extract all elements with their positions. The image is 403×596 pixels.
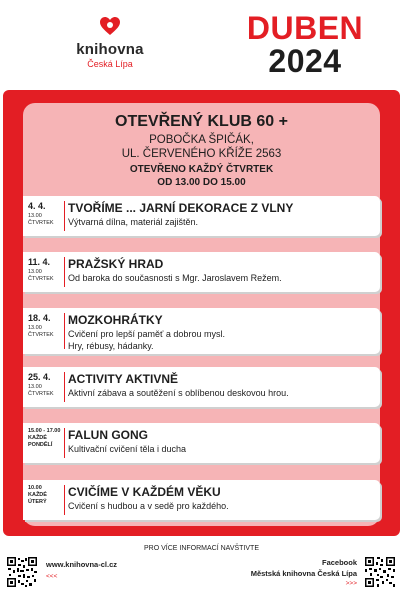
qr-code-facebook[interactable] — [364, 556, 396, 588]
event-day: 4. 4. — [28, 201, 46, 211]
event-description: Od baroka do současnosti s Mgr. Jaroslavem Režem. — [68, 273, 282, 283]
event-weekday: ČTVRTEK — [28, 332, 54, 338]
club-hours: OD 13.00 DO 15.00 — [157, 177, 246, 188]
event-card[interactable] — [23, 196, 380, 236]
month-heading — [230, 12, 380, 78]
facebook-label[interactable]: Facebook — [321, 558, 357, 567]
event-title: ACTIVITY AKTIVNĚ — [68, 372, 179, 386]
facebook-page-name: Městská knihovna Česká Lípa — [250, 569, 357, 578]
event-date — [28, 428, 62, 449]
event-card[interactable] — [23, 308, 380, 354]
club-info — [23, 112, 380, 189]
club-address: UL. ČERVENÉHO KŘÍŽE 2563 — [121, 148, 282, 160]
event-title: CVIČÍME V KAŽDÉM VĚKU — [68, 485, 221, 499]
event-weekday: ČTVRTEK — [28, 220, 54, 226]
event-time: 13.00 — [28, 384, 42, 390]
event-description: Cvičení pro lepší paměť a dobrou mysl. — [68, 329, 225, 339]
event-title: MOZKOHRÁTKY — [68, 313, 163, 327]
event-day: 25. 4. — [28, 372, 51, 382]
event-date — [28, 485, 62, 506]
event-date — [28, 372, 62, 398]
event-time: 10.00 — [28, 485, 42, 491]
qr-code-icon — [6, 556, 38, 588]
qr-code-icon — [364, 556, 396, 588]
more-info-text: PRO VÍCE INFORMACÍ NAVŠTIVTE — [144, 545, 259, 552]
event-title: PRAŽSKÝ HRAD — [68, 257, 164, 271]
event-divider — [64, 372, 65, 402]
event-card[interactable] — [23, 367, 380, 407]
logo-subtitle: Česká Lípa — [87, 59, 133, 69]
event-weekday: ÚTERÝ — [28, 499, 47, 505]
event-date — [28, 313, 62, 339]
facebook-block — [251, 558, 357, 587]
heart-logo-icon — [98, 14, 122, 38]
qr-code-website[interactable] — [6, 556, 38, 588]
event-divider — [64, 201, 65, 231]
website-block — [46, 560, 117, 580]
library-logo[interactable] — [60, 14, 160, 76]
event-description-2: Hry, rébusy, hádanky. — [68, 341, 154, 351]
event-divider — [64, 313, 65, 349]
event-divider — [64, 428, 65, 458]
event-card[interactable] — [23, 480, 380, 520]
event-title: FALUN GONG — [68, 428, 148, 442]
event-card[interactable] — [23, 252, 380, 292]
event-description: Kultivační cvičení těla i ducha — [68, 444, 187, 454]
event-divider — [64, 257, 65, 287]
event-description: Aktivní zábava a soutěžení s oblíbenou deskovou hrou. — [68, 388, 289, 398]
event-day: 11. 4. — [28, 257, 51, 267]
club-branch: POBOČKA ŠPIČÁK, — [149, 134, 254, 146]
event-description: Výtvarná dílna, materiál zajištěn. — [68, 217, 199, 227]
event-time: 13.00 — [28, 325, 42, 331]
event-weekday: PONDĚLÍ — [28, 442, 53, 448]
left-arrows: <<< — [46, 573, 58, 580]
month-name: DUBEN — [246, 10, 364, 46]
event-description: Cvičení s hudbou a v sedě pro každého. — [68, 501, 229, 511]
club-open-days: OTEVŘENO KAŽDÝ ČTVRTEK — [129, 164, 274, 175]
month-year: 2024 — [268, 43, 342, 79]
event-weekday: ČTVRTEK — [28, 276, 54, 282]
right-arrows: >>> — [345, 580, 357, 587]
header — [0, 0, 403, 90]
event-time: 13.00 — [28, 213, 42, 219]
club-title: OTEVŘENÝ KLUB 60 + — [115, 113, 288, 130]
event-time: 15.00 - 17.00 — [28, 428, 61, 434]
event-recurrence: KAŽDÉ — [28, 435, 47, 441]
event-card[interactable] — [23, 423, 380, 463]
website-link[interactable]: www.knihovna-cl.cz — [46, 560, 117, 569]
logo-name: knihovna — [76, 41, 144, 58]
event-date — [28, 201, 62, 227]
event-divider — [64, 485, 65, 515]
event-recurrence: KAŽDÉ — [28, 492, 47, 498]
program-panel — [3, 90, 400, 536]
event-weekday: ČTVRTEK — [28, 391, 54, 397]
event-title: TVOŘÍME ... JARNÍ DEKORACE Z VLNY — [68, 201, 294, 215]
event-time: 13.00 — [28, 269, 42, 275]
event-day: 18. 4. — [28, 313, 51, 323]
event-date — [28, 257, 62, 283]
program-inner — [23, 103, 380, 526]
